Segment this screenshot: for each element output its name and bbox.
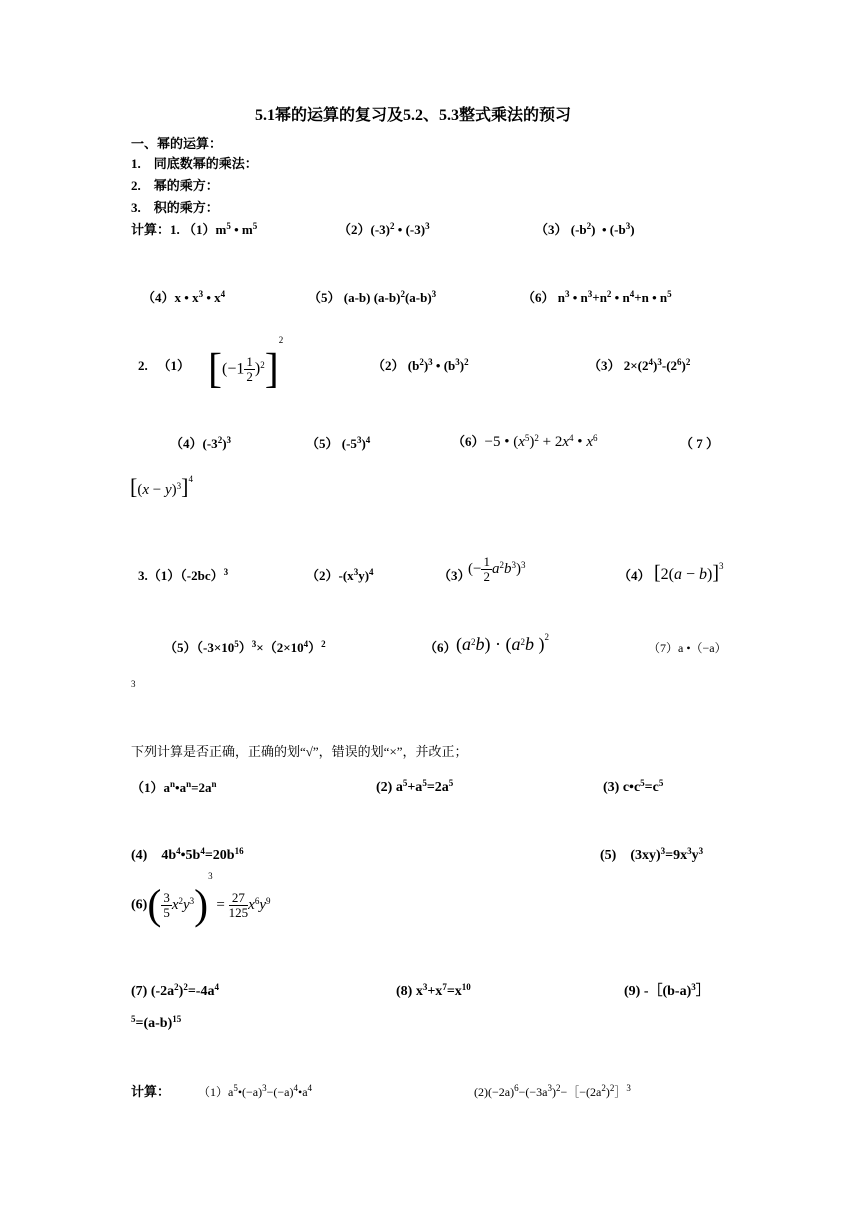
calc1-lead-label: 计算：1. (131, 222, 180, 237)
calc1-item6: （6） $n^3$ • $n^3+n^2$ • $n^4+n$ • $n^5$ (522, 289, 672, 305)
section-heading: 一、幂的运算： (131, 136, 223, 151)
judge-item9-cont: $^5=(a-b)^{15}$ (131, 1014, 182, 1031)
calc2-item7-expr: $[(x - y)^3]^4$ (130, 474, 193, 499)
calc3-item7-num: （7） (648, 641, 679, 655)
calc3-item3-num: （3） (438, 568, 471, 583)
calc3-item6-expr: $(a^2b) \cdot (a^2b$ )$^2$ (456, 632, 549, 654)
calc2-lead-label: 2. (138, 358, 148, 373)
calc2-item2: （2） $(b^2)^3$ • $(b^3)^2$ (372, 357, 469, 373)
calc2-item1-num: （1） (157, 358, 191, 373)
calc2-item1-expr: [(−1 $\frac{1}{2}$ )$^2$]$^2$ (208, 335, 284, 393)
rule-1: 1. 同底数幂的乘法： (131, 156, 258, 171)
calc2-item7-num: （ 7 ） (680, 436, 720, 451)
calc3-item6-num: （6） (424, 640, 457, 655)
judge-item2: (2) $a^5+a^5=2a^5$ (376, 778, 454, 795)
calc2-item5: （5） $(-5^3)^4$ (306, 435, 371, 451)
rule-2: 2. 幂的乘方： (131, 178, 219, 193)
final-item2-num: (2) (474, 1085, 488, 1099)
calc3-item7: （7）a •（−a） (648, 641, 727, 655)
calc3-lead: $3.(1)(-2bc)^3$ (138, 567, 229, 583)
calc2-item5-num: （5） (306, 436, 339, 451)
calc2-lead (138, 358, 190, 374)
calc2-item6-num: （6） (452, 434, 485, 449)
calc3-item4-expr: $[2(a - b)]^3$ (654, 561, 724, 584)
calc3-item5: $(5)(-3\times 10^5)^3\times(2\times 10^4)^2$ (164, 639, 326, 655)
calc2-item3-num: （3） (588, 358, 621, 373)
calc1-item5-num: （5） (308, 290, 341, 305)
calc1-item2: $(2)(-3)^2$ • $(-3)^3$ (338, 221, 430, 237)
calc1-item5: （5） (a-b) $(a-b)^2(a-b)^3$ (308, 289, 437, 305)
calc3-lead-label: 3. (138, 568, 148, 583)
calc3-item7-exponent: 3 (131, 679, 136, 689)
calc3-item3-expr: (− $\frac{1}{2}$ $a^2b^3)^3$ (468, 554, 526, 584)
judge-item1: $(1)a^n•a^n=2a^n$ (131, 779, 217, 795)
final-item2: $(2)(-2a)^6-(-3a^3)^2-[-(2a^2)^2]^3$ (474, 1083, 631, 1099)
rule-3: 3. 积的乘方： (131, 200, 219, 215)
judge-item3: (3) $c•c^5=c^5$ (603, 778, 664, 795)
calc1-item3-num: （3） (535, 222, 568, 237)
calc1-item4: （4）x • $x^3$ • $x^4$ (142, 289, 226, 305)
calc3-item4-num: （4） (618, 568, 651, 583)
judge-item5: (5) $(3xy)^3=9x^3y^3$ (600, 846, 704, 863)
calc2-item4: $(4)(-3^2)^3$ (170, 435, 232, 451)
judge-item9: (9) $-[(b-a)^3]$ (624, 982, 710, 999)
calc1-item1-num: （1） (183, 222, 216, 237)
calc3-item2: $(2)-(x^3y)^4$ (306, 567, 374, 583)
calc1-item2-num: （2） (338, 222, 371, 237)
judge-item7: (7) $(-2a^2)^2=-4a^4$ (131, 982, 219, 999)
page-title: 5.1幂的运算的复习及5.2、5.3整式乘法的预习 (255, 107, 572, 124)
judge-item4: (4) $4b^4•5b^4=20b^{16}$ (131, 846, 244, 863)
final-lead: 计算： (131, 1084, 171, 1099)
judge-item6: (6)( $\frac{3}{5}$ $x^2y^3)^3$ = $\frac{27}{125}$ $x^6y^9$ (131, 871, 271, 929)
judge-instruction: 下列计算是否正确，正确的划“√”，错误的划“×”，并改正； (131, 744, 468, 759)
calc1-item3: （3） $(-b^2)$ • $(-b^3)$ (535, 221, 635, 237)
calc1-item6-num: （6） (522, 290, 555, 305)
calc1-lead: 计算：1. $(1)m^5$ • $m^5$ (131, 221, 258, 237)
calc1-item4-num: （4） (142, 290, 175, 305)
calc2-item4-num: （4） (170, 436, 203, 451)
judge-item8: (8) $x^3+x^7=x^{10}$ (396, 982, 471, 999)
calc2-item6: （6）−5 • $(x^5)^2 + 2x^4$ • $x^6$ (452, 433, 598, 450)
final-item1-num: （1） (198, 1085, 229, 1099)
calc2-item2-num: （2） (372, 358, 405, 373)
final-item1: $(1)a^5•(-a)^3-(-a)^4•a^4$ (198, 1083, 313, 1099)
calc3-item5-num: （5） (164, 640, 197, 655)
calc3-item1-num: （1） (147, 568, 181, 583)
calc2-item3: （3） $2\times(2^4)^3-(2^6)^2$ (588, 357, 691, 373)
calc3-item2-num: （2） (306, 568, 339, 583)
